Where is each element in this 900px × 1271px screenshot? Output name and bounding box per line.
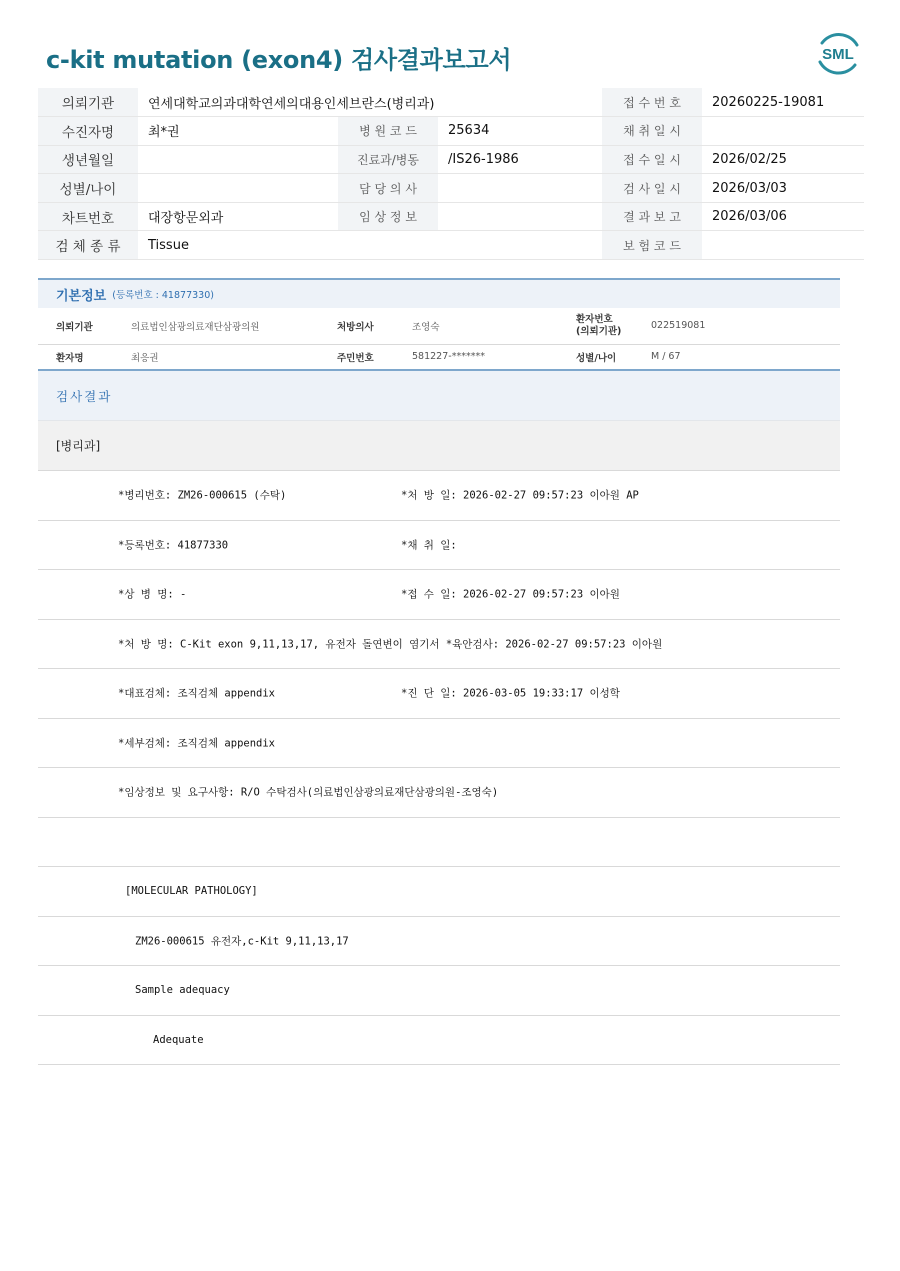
header-value: 연세대학교의과대학연세의대용인세브란스(병리과): [138, 88, 602, 117]
result-line: [38, 471, 840, 521]
field-value: 022519081: [633, 308, 840, 344]
header-label: 차트번호: [38, 202, 138, 231]
result-field: *세부검체: 조직검체 appendix: [118, 737, 276, 750]
field-value: 581227-*******: [394, 344, 558, 370]
header-value: Tissue: [138, 231, 602, 260]
sml-logo: [813, 28, 863, 78]
header-row: [38, 174, 864, 203]
result-lines: [38, 471, 840, 867]
result-field: *접 수 일: 2026-02-27 09:57:23 이아원: [401, 588, 620, 601]
header-label: 의뢰기관: [38, 88, 138, 117]
header-value: 최*권: [138, 117, 338, 146]
result-field: *채 취 일:: [401, 539, 457, 552]
header-label: 검 체 종 류: [38, 231, 138, 260]
header-label: 보 험 코 드: [602, 231, 702, 260]
header-label: 진료과/병동: [338, 145, 438, 174]
header-row: [38, 231, 864, 260]
field-label: 처방의사: [319, 308, 394, 344]
field-value: M / 67: [633, 344, 840, 370]
header-row: [38, 202, 864, 231]
result-line: [38, 521, 840, 571]
field-label: 환자명: [38, 344, 113, 370]
header-label: 생년월일: [38, 145, 138, 174]
result-field: *진 단 일: 2026-03-05 19:33:17 이성학: [401, 687, 620, 700]
header-label: 채 취 일 시: [602, 117, 702, 146]
basic-info-title: 기본정보: [56, 288, 107, 304]
header-value: 2026/03/06: [702, 202, 864, 231]
molecular-text: Adequate: [153, 1033, 204, 1046]
header-value: 25634: [438, 117, 602, 146]
header-value: [138, 145, 338, 174]
patient-header-table: [38, 88, 864, 260]
result-field: *병리번호: ZM26-000615 (수탁): [118, 489, 287, 502]
header-value: 대장항문외과: [138, 202, 338, 231]
header-label: 접 수 일 시: [602, 145, 702, 174]
header-value: [702, 117, 864, 146]
header-value: 2026/03/03: [702, 174, 864, 203]
molecular-line: [38, 867, 840, 917]
basic-info-header: [38, 278, 840, 308]
basic-info-row: [38, 308, 840, 344]
result-line: [38, 669, 840, 719]
header-value: [138, 174, 338, 203]
patient-number-label: 환자번호: [576, 313, 613, 325]
header-label: 담 당 의 사: [338, 174, 438, 203]
header-label: 검 사 일 시: [602, 174, 702, 203]
header-value: 20260225-19081: [702, 88, 864, 117]
molecular-line: [38, 1016, 840, 1066]
field-value: 의료법인삼광의료재단삼광의원: [113, 308, 319, 344]
header-value: [438, 174, 602, 203]
report-title: c-kit mutation (exon4) 검사결과보고서: [46, 46, 512, 74]
header-value: /IS26-1986: [438, 145, 602, 174]
svg-text:SML: SML: [822, 46, 854, 63]
result-line: [38, 768, 840, 818]
result-line: [38, 719, 840, 769]
result-field: *처 방 명: C-Kit exon 9,11,13,17, 유전자 돌연변이 염기서 *육안검사: 2026-02-27 09:57:23 이아원: [118, 638, 663, 651]
department-label: [병리과]: [38, 421, 840, 471]
results-header: [38, 371, 840, 421]
patient-number-sublabel: (의뢰기관): [576, 325, 622, 337]
header-label: 수진자명: [38, 117, 138, 146]
basic-info-table: [38, 308, 840, 371]
results-title: 검사결과: [56, 388, 113, 404]
molecular-text: Sample adequacy: [135, 984, 230, 997]
result-field: *대표검체: 조직검체 appendix: [118, 687, 276, 700]
field-value: 조영숙: [394, 308, 558, 344]
header-row: [38, 145, 864, 174]
header-row: [38, 117, 864, 146]
report-body: [38, 278, 840, 1065]
result-line: [38, 570, 840, 620]
header-value: [438, 202, 602, 231]
header-label: 접 수 번 호: [602, 88, 702, 117]
header-label: 임 상 정 보: [338, 202, 438, 231]
result-field: *등록번호: 41877330: [118, 539, 229, 552]
registration-number: (등록번호 : 41877330): [112, 290, 214, 301]
result-line: [38, 620, 840, 670]
result-field: *처 방 일: 2026-02-27 09:57:23 이아원 AP: [401, 489, 639, 502]
molecular-pathology-lines: [38, 867, 840, 1065]
molecular-line: [38, 917, 840, 967]
header-value: [702, 231, 864, 260]
header-value: 2026/02/25: [702, 145, 864, 174]
basic-info-row: [38, 344, 840, 370]
molecular-text: [MOLECULAR PATHOLOGY]: [125, 885, 258, 898]
field-value: 최응권: [113, 344, 319, 370]
result-line: [38, 818, 840, 868]
header-label: 성별/나이: [38, 174, 138, 203]
header-label: 결 과 보 고: [602, 202, 702, 231]
result-field: *상 병 명: -: [118, 588, 187, 601]
field-label: 주민번호: [319, 344, 394, 370]
header-label: 병 원 코 드: [338, 117, 438, 146]
field-label: [558, 308, 633, 344]
field-label: 의뢰기관: [38, 308, 113, 344]
result-field: *임상정보 및 요구사항: R/O 수탁검사(의료법인삼광의료재단삼광의원-조영숙): [118, 786, 499, 799]
molecular-line: [38, 966, 840, 1016]
molecular-text: ZM26-000615 유전자,c-Kit 9,11,13,17: [135, 935, 349, 948]
header-row: [38, 88, 864, 117]
field-label: 성별/나이: [558, 344, 633, 370]
